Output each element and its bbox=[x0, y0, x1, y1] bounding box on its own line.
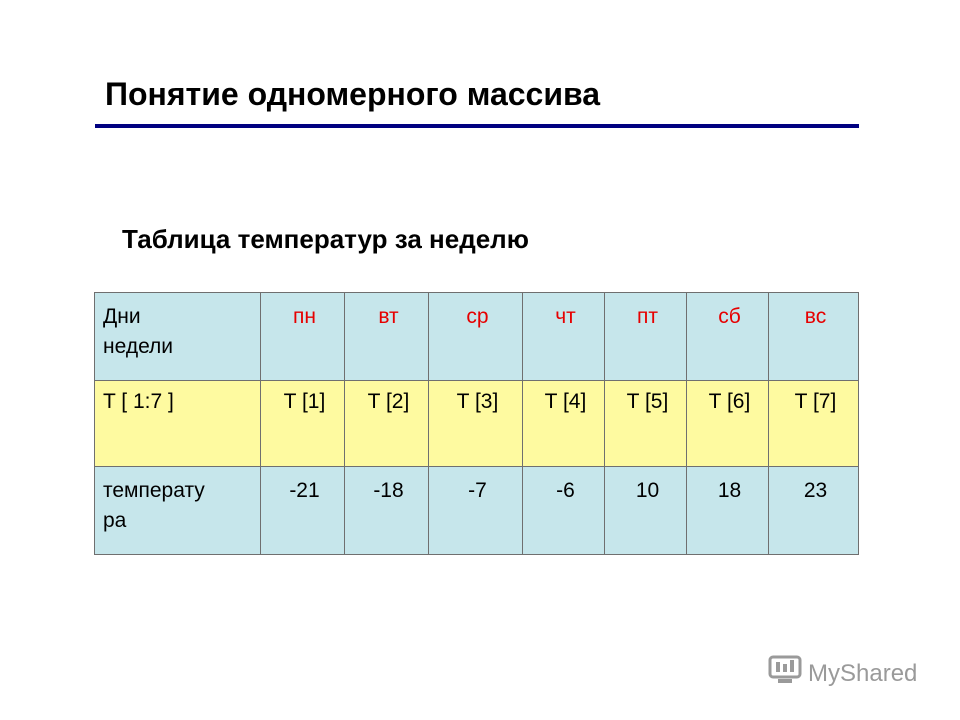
row-header-days bbox=[95, 293, 261, 381]
day-cell: пт bbox=[605, 293, 687, 381]
table-row-index bbox=[95, 381, 859, 467]
day-cell: чт bbox=[523, 293, 605, 381]
slide-title: Понятие одномерного массива bbox=[105, 76, 601, 112]
index-cell: T [4] bbox=[523, 381, 605, 467]
index-cell: T [7] bbox=[769, 381, 859, 467]
row-header-temperature bbox=[95, 467, 261, 555]
temperature-cell: 23 bbox=[769, 467, 859, 555]
temperature-cell: 10 bbox=[605, 467, 687, 555]
day-cell: ср bbox=[429, 293, 523, 381]
watermark-text: MyShared bbox=[808, 659, 918, 687]
day-cell: сб bbox=[687, 293, 769, 381]
table-caption: Таблица температур за неделю bbox=[122, 224, 529, 254]
day-cell: вс bbox=[769, 293, 859, 381]
table-row-temperature bbox=[95, 467, 859, 555]
row-header-days-line2: недели bbox=[103, 335, 174, 358]
index-cell: T [6] bbox=[687, 381, 769, 467]
row-header-index: T [ 1:7 ] bbox=[95, 381, 261, 467]
temperature-cell: -21 bbox=[261, 467, 345, 555]
index-cell: T [2] bbox=[345, 381, 429, 467]
title-underline bbox=[95, 124, 859, 128]
index-cell: T [1] bbox=[261, 381, 345, 467]
temperature-table bbox=[94, 292, 859, 555]
table-row-days bbox=[95, 293, 859, 381]
temperature-cell: 18 bbox=[687, 467, 769, 555]
day-cell: вт bbox=[345, 293, 429, 381]
temperature-cell: -7 bbox=[429, 467, 523, 555]
temperature-cell: -18 bbox=[345, 467, 429, 555]
index-cell: T [3] bbox=[429, 381, 523, 467]
watermark bbox=[768, 655, 917, 692]
row-header-days-line1: Дни bbox=[103, 305, 141, 328]
myshared-logo-icon bbox=[768, 655, 802, 692]
row-header-temperature-line1: температу bbox=[103, 479, 205, 502]
day-cell: пн bbox=[261, 293, 345, 381]
index-cell: T [5] bbox=[605, 381, 687, 467]
temperature-cell: -6 bbox=[523, 467, 605, 555]
row-header-temperature-line2: ра bbox=[103, 509, 127, 532]
